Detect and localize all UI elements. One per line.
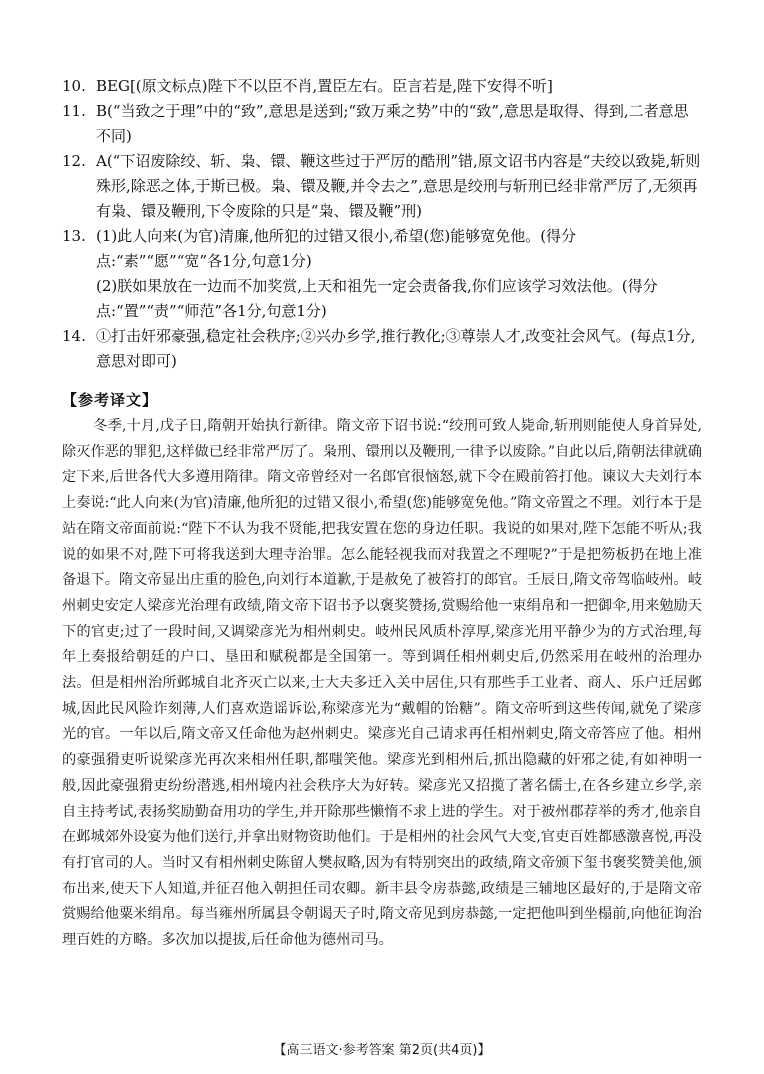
answer-list	[62, 74, 702, 374]
answer-subitem	[62, 274, 702, 324]
answer-text: (2)朕如果放在一边而不加奖赏,上天和祖先一定会责备我,你们应该学习效法他。(得分点:“置”“责”“师范”各1分,句意1分)	[96, 277, 658, 320]
answer-number: 11.	[62, 102, 86, 120]
page-footer: 【高三语文·参考答案 第2页(共4页)】	[273, 1043, 491, 1058]
answer-item	[62, 99, 702, 149]
answer-text: B(“当致之于理”中的“致”,意思是送到;“致万乘之势”中的“致”,意思是取得、得到,二者意思不同)	[96, 102, 689, 145]
answer-number: 10.	[62, 77, 86, 95]
answer-text: (1)此人向来(为官)清廉,他所犯的过错又很小,希望(您)能够宽免他。(得分点:“素”“愿”“宽”各1分,句意1分)	[96, 227, 577, 270]
answer-item	[62, 224, 702, 274]
answer-number: 13.	[62, 227, 86, 245]
answer-item	[62, 149, 702, 224]
section-title: 【参考译文】	[62, 391, 159, 409]
answer-number: 14.	[62, 327, 86, 345]
answer-text: A(“下诏废除绞、斩、枭、镮、鞭这些过于严厉的酷刑”错,原文诏书内容是“夫绞以致毙,斩则殊形,除恶之体,于斯已极。枭、镮及鞭,并令去之”,意思是绞刑与斩刑已经非常严厉了,无须再有枭、镮及鞭刑,下令废除的只是“枭、镮及鞭”刑)	[96, 152, 701, 220]
answer-item	[62, 324, 702, 374]
answer-text: BEG[(原文标点)陛下不以臣不肖,置臣左右。臣言若是,陛下安得不听]	[96, 77, 553, 95]
answer-text: ①打击奸邪豪强,稳定社会秩序;②兴办乡学,推行教化;③尊崇人才,改变社会风气。(每点1分,意思对即可)	[96, 327, 696, 370]
translation-paragraph: 冬季,十月,戊子日,隋朝开始执行新律。隋文帝下诏书说:“绞刑可致人毙命,斩刑则能使人身首异处,除灭作恶的罪犯,这样做已经非常严厉了。枭刑、镮刑以及鞭刑,一律予以废除。”自此以后,隋朝法律就确定下来,后世各代大多遵用隋律。隋文帝曾经对一名郎官很恼怒,就下令在殿前笞打他。谏议大夫刘行本上奏说:“此人向来(为官)清廉,他所犯的过错又很小,希望(您)能够宽免他。”隋文帝置之不理。刘行本于是站在隋文帝面前说:“陛下不认为我不贤能,把我安置在您的身边任职。我说的如果对,陛下怎能不听从;我说的如果不对,陛下可将我送到大理寺治罪。怎么能轻视我而对我置之不理呢?”于是把笏板扔在地上准备退下。隋文帝显出庄重的脸色,向刘行本道歉,于是赦免了被笞打的郎官。壬辰日,隋文帝驾临岐州。岐州刺史安定人梁彦光治理有政绩,隋文帝下诏书予以褒奖赞扬,赏赐给他一束绢帛和一把御伞,用来勉励天下的官吏;过了一段时间,又调梁彦光为相州刺史。岐州民风质朴淳厚,梁彦光用平静少为的方式治理,每年上奏报给朝廷的户口、垦田和赋税都是全国第一。等到调任相州刺史后,仍然采用在岐州的治理办法。但是相州治所邺城自北齐灭亡以来,士大夫多迁入关中居住,只有那些手工业者、商人、乐户迁居邺城,因此民风险诈刻薄,人们喜欢造谣诉讼,称梁彦光为“戴帽的饴糖”。隋文帝听到这些传闻,就免了梁彦光的官。一年以后,隋文帝又任命他为赵州刺史。梁彦光自己请求再任相州刺史,隋文帝答应了他。相州的豪强猾吏听说梁彦光再次来相州任职,都嗤笑他。梁彦光到相州后,抓出隐藏的奸邪之徒,有如神明一般,因此豪强猾吏纷纷潜逃,相州境内社会秩序大为好转。梁彦光又招揽了著名儒士,在各乡建立乡学,亲自主持考试,表扬奖励勤奋用功的学生,并开除那些懒惰不求上进的学生。对于被州郡荐举的秀才,他亲自在邺城郊外设宴为他们送行,并拿出财物资助他们。于是相州的社会风气大变,官吏百姓都感激喜悦,再没有打官司的人。当时又有相州刺史陈留人樊叔略,因为有特别突出的政绩,隋文帝颁下玺书褒奖赞美他,颁布出来,使天下人知道,并征召他入朝担任司农卿。新丰县令房恭懿,政绩是三辅地区最好的,于是隋文帝赏赐给他粟米绢帛。每当雍州所属县令朝谒天子时,隋文帝见到房恭懿,一定把他叫到坐榻前,向他征询治理百姓的方略。多次加以提拔,后任命他为德州司马。	[62, 418, 702, 949]
answer-number: 12.	[62, 152, 86, 170]
answer-item	[62, 74, 702, 99]
